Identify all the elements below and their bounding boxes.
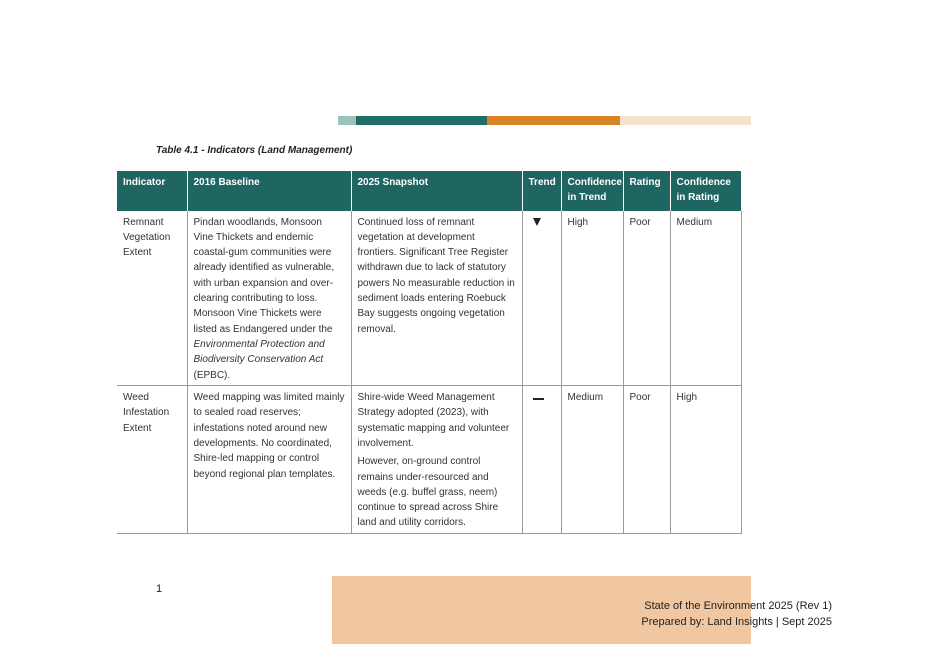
dash-icon [533, 398, 544, 400]
rating-cell: Poor [623, 386, 670, 534]
header-2025-snapshot: 2025 Snapshot [351, 171, 522, 211]
confidence-trend-cell: High [561, 211, 623, 386]
snapshot-paragraph: Continued loss of remnant vegetation at development frontiers. Significant Tree Register withdrawn due to lack of statutory powers No measurable reduction in sediment loads entering Roebuck Bay suggests ongoing vegetation removal. [357, 216, 515, 335]
snapshot-cell [351, 211, 522, 386]
accent-bar-light-teal [338, 116, 356, 125]
table-row [117, 386, 741, 534]
confidence-trend-cell: Medium [561, 386, 623, 534]
indicator-cell: Remnant Vegetation Extent [117, 211, 187, 386]
baseline-text-end: (EPBC). [193, 369, 231, 381]
table-header-row [117, 171, 741, 211]
trend-cell [522, 211, 561, 386]
page-number: 1 [156, 583, 163, 595]
baseline-cell: Weed mapping was limited mainly to sealed road reserves; infestations noted around new developments. No coordinated, Shire-led mapping or control beyond regional plan templates. [187, 386, 351, 534]
accent-bar-orange [487, 116, 620, 125]
header-confidence-in-rating: Confidence in Rating [670, 171, 741, 211]
baseline-text: Pindan woodlands, Monsoon Vine Thickets and endemic coastal-gum communities were already identified as vulnerable, with urban expansion and over-clearing contributing to loss. Monsoon Vine Thickets were listed as Endangered under the [193, 216, 335, 335]
indicator-cell: Weed Infestation Extent [117, 386, 187, 534]
footer-text [641, 598, 832, 630]
snapshot-cell [351, 386, 522, 534]
header-trend: Trend [522, 171, 561, 211]
accent-bar-cream [620, 116, 751, 125]
header-2016-baseline: 2016 Baseline [187, 171, 351, 211]
footer-prepared-by: Prepared by: Land Insights | Sept 2025 [641, 616, 832, 628]
rating-cell: Poor [623, 211, 670, 386]
confidence-rating-cell: High [670, 386, 741, 534]
footer-report-title: State of the Environment 2025 (Rev 1) [644, 600, 832, 612]
down-triangle-icon [533, 218, 541, 226]
baseline-act-name: Environmental Protection and Biodiversity Conservation Act [193, 338, 325, 366]
table-row [117, 211, 741, 386]
indicators-table [117, 171, 742, 534]
header-confidence-in-trend: Confidence in Trend [561, 171, 623, 211]
trend-cell [522, 386, 561, 534]
baseline-cell [187, 211, 351, 386]
snapshot-paragraph: Shire-wide Weed Management Strategy adopted (2023), with systematic mapping and volunteer involvement. [357, 392, 510, 449]
header-rating: Rating [623, 171, 670, 211]
accent-bar-teal [356, 116, 487, 125]
table-caption: Table 4.1 - Indicators (Land Management) [156, 145, 353, 156]
confidence-rating-cell: Medium [670, 211, 741, 386]
header-indicator: Indicator [117, 171, 187, 211]
snapshot-paragraph: However, on-ground control remains under-resourced and weeds (e.g. buffel grass, neem) continue to spread across Shire land and utility corridors. [357, 456, 499, 529]
